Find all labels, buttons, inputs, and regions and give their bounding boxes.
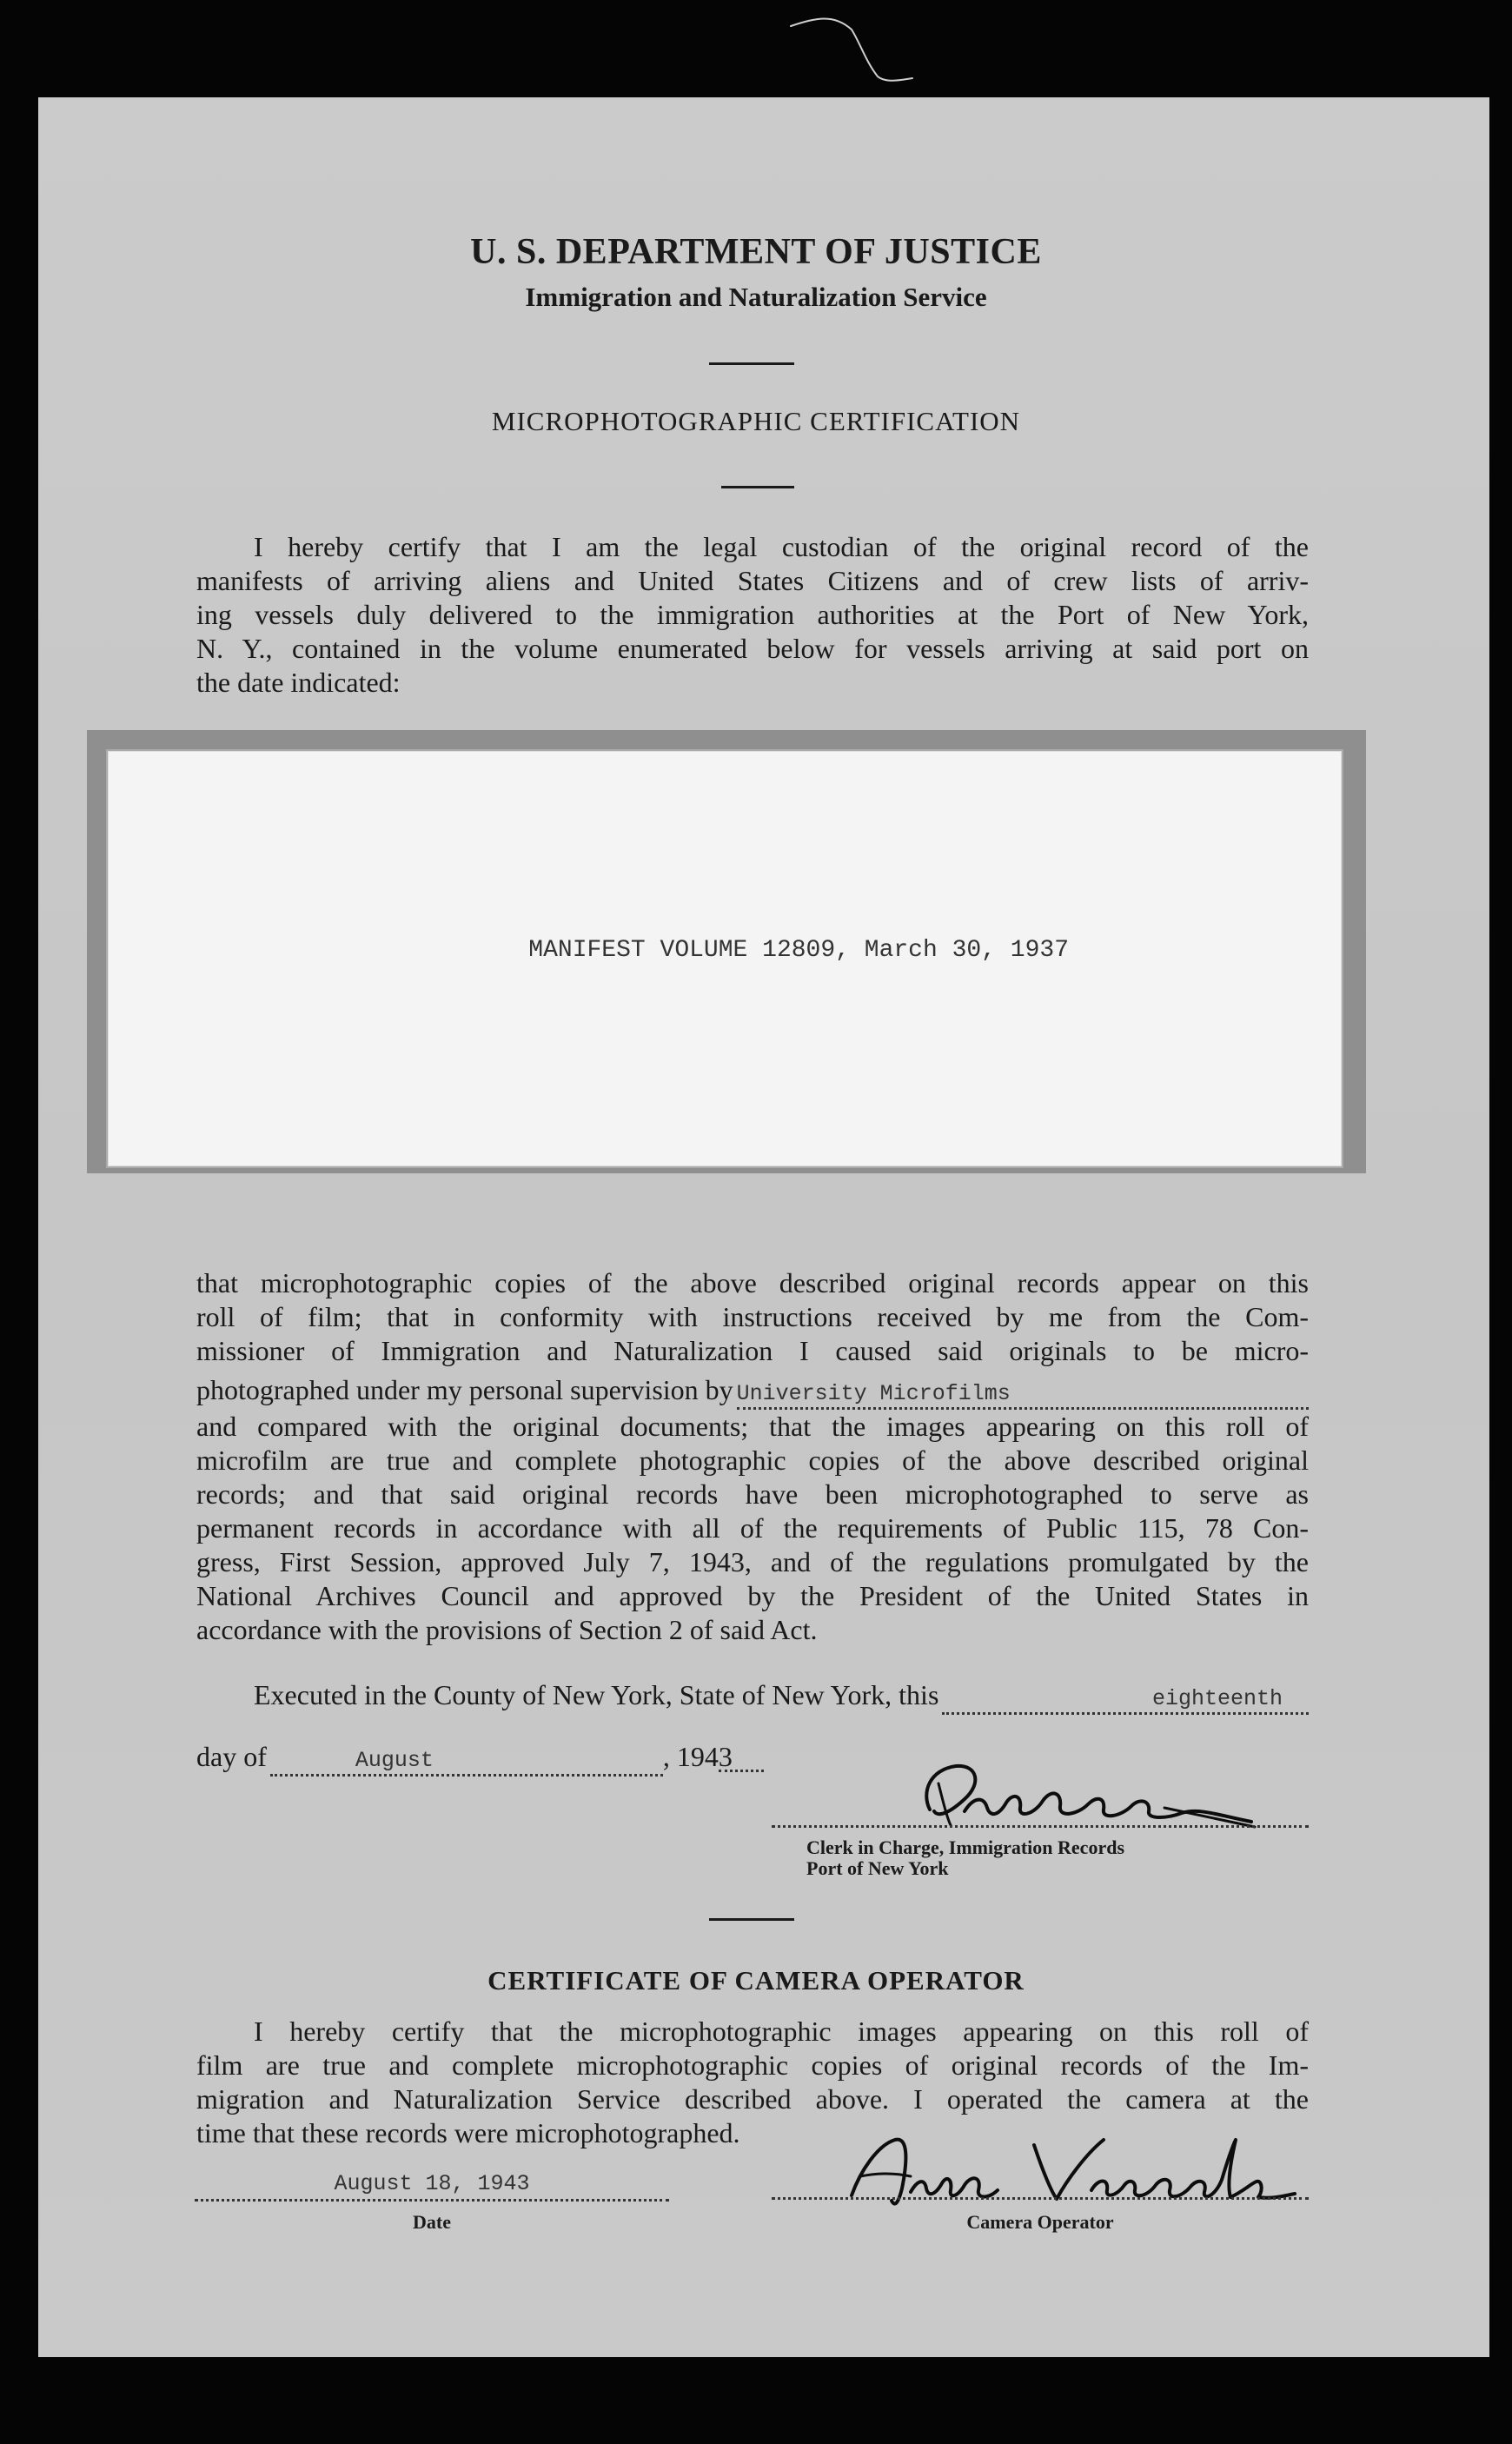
year-label: , 194 — [662, 1741, 719, 1772]
clerk-signature — [904, 1757, 1303, 1842]
body-line — [196, 1373, 1309, 1410]
body-line: records; and that said original records have been microphotographed to serve as — [196, 1478, 1309, 1510]
supervision-label: photographed under my personal supervision by — [196, 1374, 733, 1405]
date-of-execution-line — [196, 1741, 764, 1777]
body-line: that microphotographic copies of the above described original records appear on this — [196, 1267, 1309, 1298]
intro-line: I hereby certify that I am the legal custodian of the original record of the — [254, 531, 1309, 562]
operator-signature — [834, 2128, 1303, 2219]
executed-line — [254, 1679, 1309, 1715]
day-field: eighteenth — [942, 1686, 1309, 1715]
date-caption: Date — [413, 2211, 451, 2233]
operator-date-field: August 18, 1943 — [195, 2171, 669, 2202]
operator-line: film are true and complete microphotographic copies of original records of the Im- — [196, 2049, 1309, 2081]
day-of-label: day of — [196, 1741, 267, 1772]
operator-line: I hereby certify that the microphotographic images appearing on this roll of — [254, 2016, 1309, 2047]
body-line: gress, First Session, approved July 7, 1943, and of the regulations promulgated by the — [196, 1546, 1309, 1577]
intro-line: manifests of arriving aliens and United States Citizens and of crew lists of arriv- — [196, 565, 1309, 596]
intro-line: the date indicated: — [196, 667, 401, 698]
photographer-field: University Microfilms — [737, 1381, 1309, 1410]
clerk-caption — [806, 1837, 1124, 1879]
body-line: missioner of Immigration and Naturalization I caused said originals to be micro- — [196, 1335, 1309, 1366]
intro-paragraph — [196, 530, 1309, 700]
body-line: National Archives Council and approved by the President of the United States in — [196, 1580, 1309, 1611]
divider-rule — [721, 486, 794, 488]
body-line: roll of film; that in conformity with instructions received by me from the Com- — [196, 1301, 1309, 1332]
service-subtitle: Immigration and Naturalization Service — [525, 282, 987, 312]
divider-rule — [709, 362, 794, 365]
body-line: accordance with the provisions of Section 2 of said Act. — [196, 1614, 818, 1645]
body-line: microfilm are true and complete photographic copies of the above described original — [196, 1444, 1309, 1476]
camera-operator-title: CERTIFICATE OF CAMERA OPERATOR — [487, 1965, 1025, 1996]
certification-title: MICROPHOTOGRAPHIC CERTIFICATION — [491, 406, 1021, 436]
intro-line: N. Y., contained in the volume enumerated below for vessels arriving at said port on — [196, 633, 1309, 664]
department-title: U. S. DEPARTMENT OF JUSTICE — [470, 232, 1042, 272]
camera-operator-caption: Camera Operator — [966, 2211, 1114, 2233]
year-field: 3 — [719, 1743, 764, 1772]
divider-rule — [709, 1918, 794, 1921]
operator-signature-line — [772, 2197, 1309, 2200]
body-line: permanent records in accordance with all of the requirements of Public 115, 78 Con- — [196, 1512, 1309, 1544]
executed-label: Executed in the County of New York, State of New York, this — [254, 1679, 939, 1710]
clerk-office: Port of New York — [806, 1857, 949, 1879]
clerk-title: Clerk in Charge, Immigration Records — [806, 1836, 1125, 1858]
manifest-volume-text: MANIFEST VOLUME 12809, March 30, 1937 — [528, 937, 1069, 964]
intro-line: ing vessels duly delivered to the immigration authorities at the Port of New York, — [196, 599, 1309, 630]
certification-body — [196, 1266, 1309, 1647]
film-scratch — [782, 9, 921, 91]
operator-line: migration and Naturalization Service described above. I operated the camera at the — [196, 2083, 1309, 2115]
clerk-signature-line — [772, 1825, 1309, 1828]
month-field: August — [270, 1748, 663, 1777]
body-line: and compared with the original documents; that the images appearing on this roll of — [196, 1411, 1309, 1442]
operator-line: time that these records were microphotographed. — [196, 2117, 740, 2148]
